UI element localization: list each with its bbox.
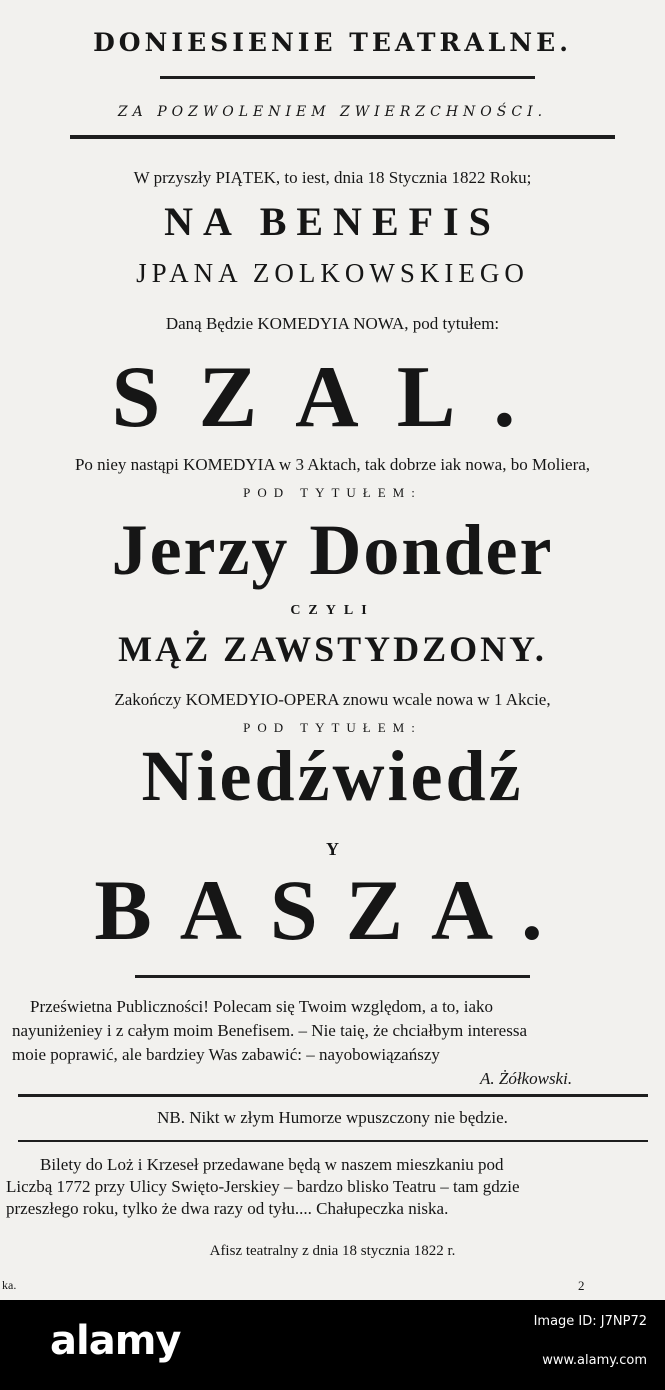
tickets-line-2: Liczbą 1772 przy Ulicy Swięto-Jerskiey – bardzo blisko Teatru – tam gdzie	[6, 1177, 520, 1196]
benefit-name: JPANA ZOLKOWSKIEGO	[136, 258, 529, 288]
play3-title-a: Niedźwiedź	[141, 736, 524, 816]
watermark-bar	[0, 1300, 665, 1390]
nb-rule	[18, 1140, 648, 1142]
benefis-heading: NA BENEFIS	[164, 199, 501, 244]
poster-header: DONIESIENIE TEATRALNE.	[93, 28, 572, 57]
pod-tytulem-2: POD TYTUŁEM:	[243, 720, 422, 735]
appeal-line-3: moie poprawić, ale bardziey Was zabawić: – nayobowiązańszy	[12, 1045, 440, 1064]
czyli: CZYLI	[290, 603, 375, 618]
pod-tytulem-1: POD TYTUŁEM:	[243, 485, 422, 500]
page-left-fragment: ka.	[2, 1278, 17, 1292]
nb-line: NB. Nikt w złym Humorze wpuszczony nie będzie.	[157, 1108, 508, 1127]
play3-title-b: BASZA.	[94, 862, 571, 958]
permission-line: ZA POZWOLENIEM ZWIERZCHNOŚCI.	[117, 104, 548, 120]
date-line: W przyszły PIĄTEK, to iest, dnia 18 Stycznia 1822 Roku;	[133, 168, 532, 187]
tickets-line-1: Bilety do Loż i Krzeseł przedawane będą w naszem mieszkaniu pod	[40, 1155, 504, 1174]
comedy-intro: Daną Będzie KOMEDYIA NOWA, pod tytułem:	[165, 314, 500, 333]
tickets-line-3: przeszłego roku, tylko że dwa razy od tyłu.... Chałupeczka niska.	[6, 1199, 449, 1218]
site-url: www.alamy.com	[542, 1353, 647, 1368]
appeal-line-2: nayuniżeniey i z całym moim Benefisem. – Nie taię, że chciałbym interessa	[12, 1021, 528, 1040]
appeal-rule	[18, 1094, 648, 1097]
signature: A. Żółkowski.	[480, 1069, 573, 1088]
play3-y: Y	[326, 839, 339, 859]
header-rule	[160, 76, 535, 79]
alamy-logo: alamy	[50, 1318, 181, 1364]
image-id: Image ID: J7NP72	[533, 1314, 647, 1329]
caption: Afisz teatralny z dnia 18 stycznia 1822 r.	[209, 1243, 456, 1259]
play1-title: SZAL.	[111, 349, 554, 446]
page-number: 2	[578, 1278, 585, 1293]
middle-rule	[135, 975, 530, 978]
permission-rule	[70, 135, 615, 139]
play2-subtitle: MĄŻ ZAWSTYDZONY.	[118, 629, 547, 669]
third-intro: Zakończy KOMEDYIO-OPERA znowu wcale nowa w 1 Akcie,	[114, 690, 551, 709]
play2-title: Jerzy Donder	[111, 510, 554, 590]
appeal-line-1: Prześwietna Publiczności! Polecam się Twoim względom, a to, iako	[30, 997, 494, 1016]
second-intro: Po niey nastąpi KOMEDYIA w 3 Aktach, tak dobrze iak nowa, bo Moliera,	[74, 455, 591, 474]
